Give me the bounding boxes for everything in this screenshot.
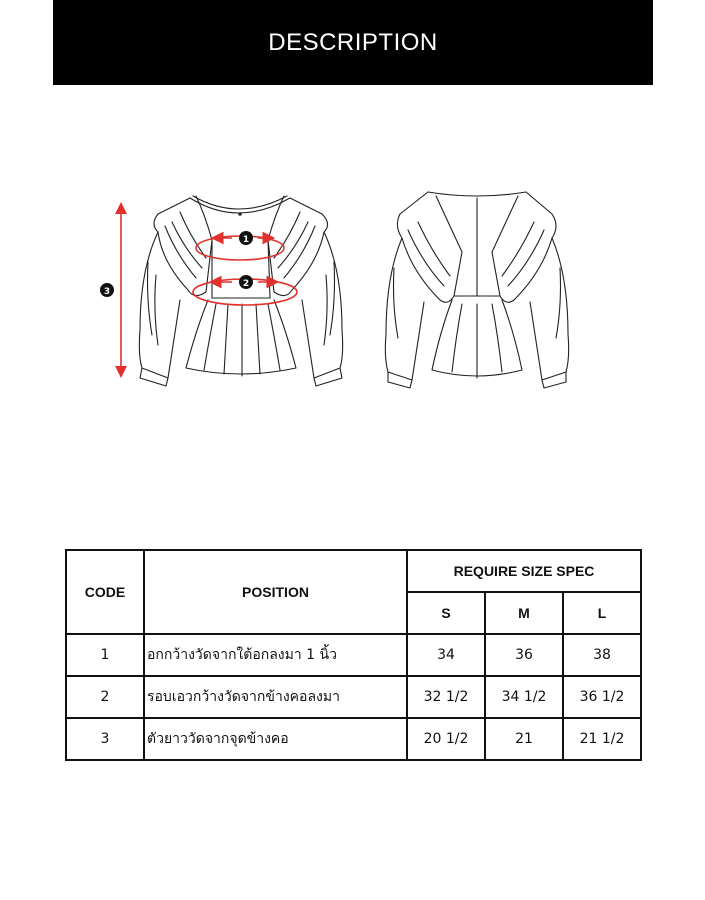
table-row	[66, 718, 641, 760]
front-view-sketch	[139, 196, 342, 386]
position-header: POSITION	[144, 550, 407, 634]
size-spec-table	[65, 549, 642, 761]
row-size-s: 34	[407, 634, 485, 676]
table-row	[66, 676, 641, 718]
size-header-m: M	[485, 592, 563, 634]
size-header-l: L	[563, 592, 641, 634]
row-size-m: 21	[485, 718, 563, 760]
row-code: 2	[66, 676, 144, 718]
back-view-sketch	[385, 192, 568, 388]
code-header: CODE	[66, 550, 144, 634]
measurement-overlay	[100, 202, 297, 378]
spec-header: REQUIRE SIZE SPEC	[407, 550, 641, 592]
header-bar	[53, 0, 653, 85]
marker-label-2: 2	[242, 279, 250, 289]
row-size-l: 38	[563, 634, 641, 676]
row-size-l: 21 1/2	[563, 718, 641, 760]
row-position: อกกว้างวัดจากใต้อกลงมา 1 นิ้ว	[144, 634, 407, 676]
row-size-m: 34 1/2	[485, 676, 563, 718]
row-position: รอบเอวกว้างวัดจากข้างคอลงมา	[144, 676, 407, 718]
row-code: 3	[66, 718, 144, 760]
table-row	[66, 634, 641, 676]
row-size-s: 32 1/2	[407, 676, 485, 718]
row-size-s: 20 1/2	[407, 718, 485, 760]
row-size-l: 36 1/2	[563, 676, 641, 718]
row-size-m: 36	[485, 634, 563, 676]
row-code: 1	[66, 634, 144, 676]
marker-label-1: 1	[242, 235, 250, 245]
row-position: ตัวยาววัดจากจุดข้างคอ	[144, 718, 407, 760]
size-header-s: S	[407, 592, 485, 634]
page-title: DESCRIPTION	[268, 28, 438, 56]
marker-label-3: 3	[103, 287, 111, 297]
